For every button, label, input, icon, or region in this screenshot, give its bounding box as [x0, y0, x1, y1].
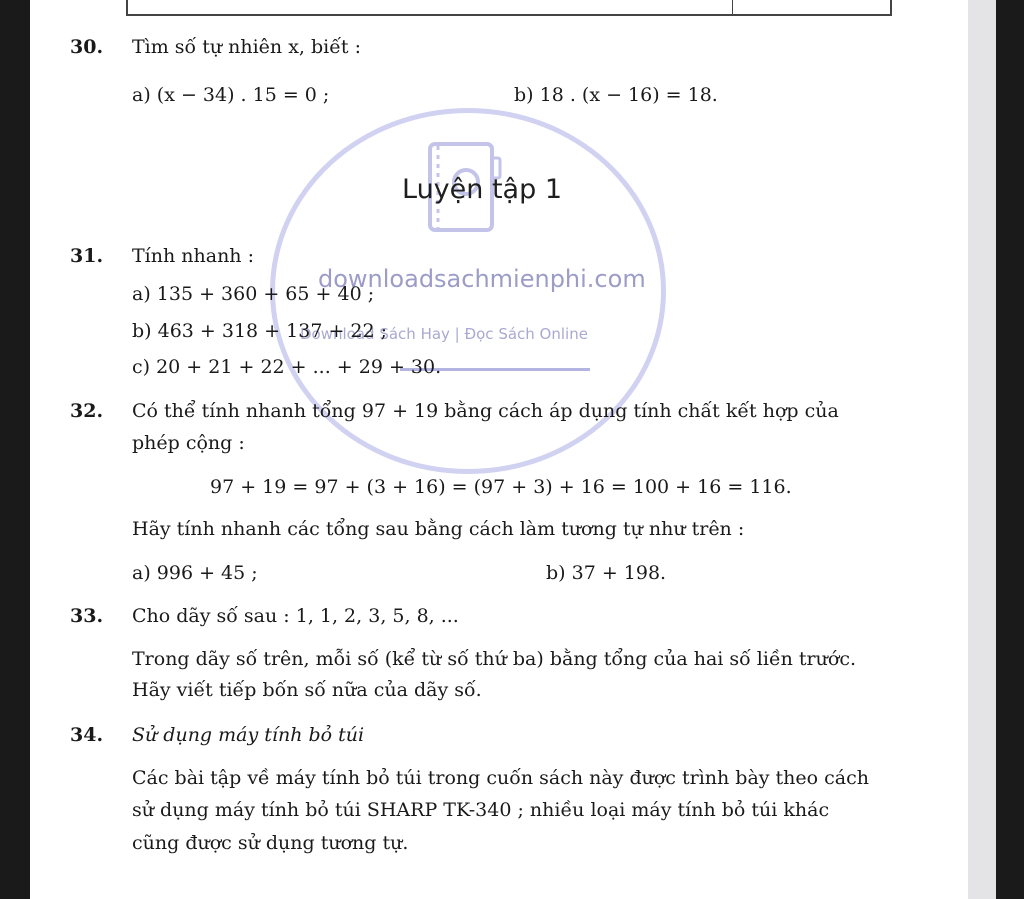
section-heading: Luyện tập 1 — [402, 174, 562, 205]
exercise-31-number: 31. — [70, 245, 104, 267]
exercise-32-part-a: a) 996 + 45 ; — [132, 562, 258, 584]
exercise-34-line-3: cũng được sử dụng tương tự. — [132, 832, 409, 854]
exercise-32-number: 32. — [70, 400, 104, 422]
exercise-32-line-1: Có thể tính nhanh tổng 97 + 19 bằng cách áp dụng tính chất kết hợp của — [132, 400, 839, 422]
exercise-30-number: 30. — [70, 36, 104, 58]
exercise-33-line-2: Trong dãy số trên, mỗi số (kể từ số thứ ba) bằng tổng của hai số liền trước. — [132, 648, 856, 670]
exercise-30-prompt: Tìm số tự nhiên x, biết : — [132, 36, 362, 58]
exercise-31-prompt: Tính nhanh : — [132, 245, 254, 267]
exercise-30-part-a: a) (x − 34) . 15 = 0 ; — [132, 84, 330, 106]
exercise-33-number: 33. — [70, 605, 104, 627]
exercise-32-line-2: phép cộng : — [132, 432, 245, 454]
exercise-31-part-b: b) 463 + 318 + 137 + 22 ; — [132, 320, 388, 342]
previous-table-bottom — [126, 0, 892, 16]
exercise-33-line-3: Hãy viết tiếp bốn số nữa của dãy số. — [132, 679, 482, 701]
scroll-gutter — [968, 0, 996, 899]
exercise-32-formula: 97 + 19 = 97 + (3 + 16) = (97 + 3) + 16 = 100 + 16 = 116. — [210, 476, 792, 498]
exercise-32-part-b: b) 37 + 198. — [546, 562, 667, 584]
exercise-30-part-b: b) 18 . (x − 16) = 18. — [514, 84, 718, 106]
exercise-34-number: 34. — [70, 724, 104, 746]
exercise-31-part-c: c) 20 + 21 + 22 + ... + 29 + 30. — [132, 356, 442, 378]
exercise-32-instruction: Hãy tính nhanh các tổng sau bằng cách làm tương tự như trên : — [132, 518, 745, 540]
exercise-34-title: Sử dụng máy tính bỏ túi — [132, 724, 365, 746]
exercise-34-line-1: Các bài tập về máy tính bỏ túi trong cuốn sách này được trình bày theo cách — [132, 767, 869, 789]
watermark-site: downloadsachmienphi.com — [318, 265, 646, 293]
exercise-33-line-1: Cho dãy số sau : 1, 1, 2, 3, 5, 8, ... — [132, 605, 459, 627]
exercise-31-part-a: a) 135 + 360 + 65 + 40 ; — [132, 283, 375, 305]
watermark-tagline: Download Sách Hay | Đọc Sách Online — [300, 325, 588, 343]
exercise-34-line-2: sử dụng máy tính bỏ túi SHARP TK-340 ; nhiều loại máy tính bỏ túi khác — [132, 799, 830, 821]
